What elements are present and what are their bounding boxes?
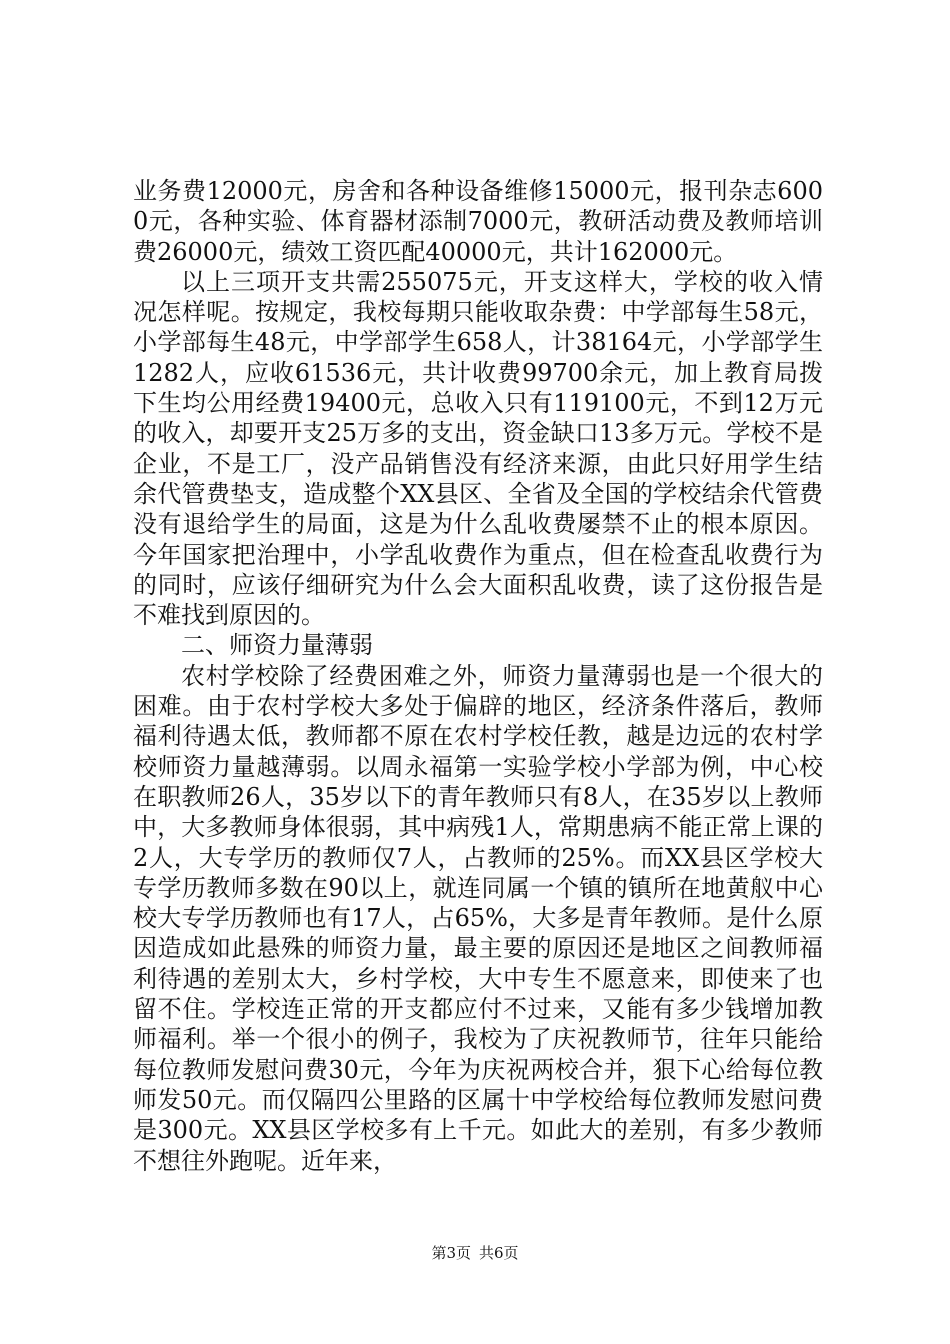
page-total: 共6页 [479,1244,519,1262]
paragraph-continuation: 业务费12000元，房舍和各种设备维修15000元，报刊杂志6000元，各种实验、体育器材添制7000元，教研活动费及教师培训费26000元，绩效工资匹配40000元，共计162000元。 [133,177,823,266]
section-heading-teachers: 二、师资力量薄弱 [181,631,373,660]
paragraph-budget-income: 以上三项开支共需255075元，开支这样大，学校的收入情况怎样呢。按规定，我校每期只能收取杂费：中学部每生58元，小学部每生48元，中学部学生658人，计38164元，小学部学生1282人，应收61536元，共计收费99700余元，加上教育局拨下生均公用经费19400元，总收入只有119100元，不到12万元的收入，却要开支25万多的支出，资金缺口13多万元。学校不是企业，不是工厂，没产品销售没有经济来源，由此只好用学生结余代管费垫支，造成整个XX县区、全省及全国的学校结余代管费没有退给学生的局面，这是为什么乱收费屡禁不止的根本原因。今年国家把治理中，小学乱收费作为重点，但在检查乱收费行为的同时，应该仔细研究为什么会大面积乱收费，读了这份报告是不难找到原因的。 [133,267,823,630]
document-body [133,176,823,1176]
page-number: 第3页 [431,1244,471,1262]
paragraph-teacher-shortage: 农村学校除了经费困难之外，师资力量薄弱也是一个很大的困难。由于农村学校大多处于偏辟的地区，经济条件落后，教师福利待遇太低，教师都不原在农村学校任教，越是边远的农村学校师资力量越薄弱。以周永福第一实验学校小学部为例，中心校在职教师26人，35岁以下的青年教师只有8人，在35岁以上教师中，大多教师身体很弱，其中病残1人，常期患病不能正常上课的2人，大专学历的教师仅7人，占教师的25%。而XX县区学校大专学历教师多数在90以上，就连同属一个镇的镇所在地黄舣中心校大专学历教师也有17人，占65%，大多是青年教师。是什么原因造成如此悬殊的师资力量，最主要的原因还是地区之间教师福利待遇的差别太大，乡村学校，大中专生不愿意来，即使来了也留不住。学校连正常的开支都应付不过来，又能有多少钱增加教师福利。举一个很小的例子，我校为了庆祝教师节，往年只能给每位教师发慰问费30元，今年为庆祝两校合并，狠下心给每位教师发50元。而仅隔四公里路的区属十中学校给每位教师发慰问费是300元。XX县区学校多有上千元。如此大的差别，有多少教师不想往外跑呢。近年来， [133,661,823,1175]
page-footer [0,1243,950,1263]
